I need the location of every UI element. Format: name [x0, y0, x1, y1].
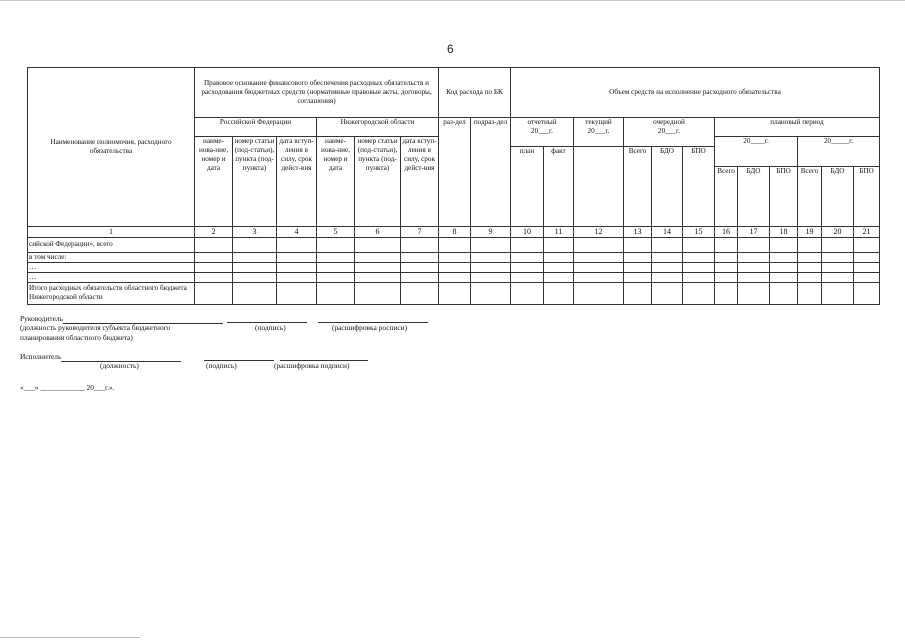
column-number: 10 [511, 226, 544, 237]
header-plan2-total: Всего [798, 166, 822, 226]
column-number: 2 [195, 226, 233, 237]
header-rf-article: номер статьи (под-статьи), пункта (под-пункта) [233, 136, 277, 226]
head-decode-caption: (расшифровка росписи) [332, 323, 408, 332]
head-decode-line[interactable] [318, 314, 428, 323]
column-numbers-row [28, 226, 880, 237]
column-number: 18 [770, 226, 798, 237]
row-label: в том числе: [28, 252, 195, 262]
executor-decode-line[interactable] [280, 352, 368, 361]
header-plan-year-1: 20____г. [715, 136, 798, 166]
header-plan1-bpo: БПО [770, 166, 798, 226]
page-number: 6 [447, 42, 454, 56]
header-current-year: текущий 20___г. [574, 118, 624, 147]
executor-sign-line[interactable] [204, 352, 274, 361]
column-number: 12 [574, 226, 624, 237]
header-nizhny-region: Нижегородской области [317, 118, 439, 137]
header-next-year: очередной 20___г. [624, 118, 715, 137]
table-row [28, 252, 880, 262]
header-podrazdel: подраз-дел [471, 118, 511, 227]
column-number: 16 [715, 226, 738, 237]
date-line: «___» ____________ 20___г.». [20, 383, 115, 392]
executor-position-caption: (должность) [100, 361, 139, 370]
column-number: 21 [854, 226, 880, 237]
column-number: 20 [822, 226, 854, 237]
column-number: 19 [798, 226, 822, 237]
head-signature-block [20, 314, 440, 350]
row-label: … [28, 262, 195, 272]
header-nn-article: номер статьи (под-статьи), пункта (под-пункта) [355, 136, 401, 226]
column-number: 8 [439, 226, 471, 237]
executor-decode-caption: (расшифровка подписи) [274, 361, 350, 370]
header-nn-date: дата вступ-ления в силу, срок дейст-вия [401, 136, 439, 226]
column-number: 13 [624, 226, 652, 237]
executor-sign-caption: (подпись) [206, 361, 237, 370]
header-next-year-spacer [624, 136, 715, 146]
column-number: 17 [738, 226, 770, 237]
header-plan2-bpo: БПО [854, 166, 880, 226]
table-row [28, 272, 880, 282]
header-plan-year-2: 20_____г. [798, 136, 880, 166]
header-next-bdo: БДО [652, 146, 683, 226]
header-plan1-bdo: БДО [738, 166, 770, 226]
column-number: 11 [544, 226, 574, 237]
row-label: сийской Федерации», всего [28, 237, 195, 252]
header-funding-volume: Объем средств на исполнение расходного обязательства [511, 68, 880, 118]
column-number: 6 [355, 226, 401, 237]
executor-label: Исполнитель [20, 352, 62, 361]
table-row [28, 262, 880, 272]
scan-edge-top [0, 0, 905, 1]
scan-edge-bottom [0, 637, 140, 638]
column-number: 9 [471, 226, 511, 237]
column-number: 14 [652, 226, 683, 237]
header-plan1-total: Всего [715, 166, 738, 226]
row-label: … [28, 272, 195, 282]
header-fact: факт [544, 146, 574, 226]
expenditure-obligations-table [27, 67, 880, 305]
header-nn-name: наиме-нова-ние, номер и дата [317, 136, 355, 226]
head-sign-caption: (подпись) [255, 323, 286, 332]
executor-signature-block [20, 352, 380, 374]
header-authority-name: Наименование полномочия, расходного обязательства [28, 68, 195, 227]
column-number: 4 [277, 226, 317, 237]
column-number: 3 [233, 226, 277, 237]
header-bk-code: Код расхода по БК [439, 68, 511, 118]
header-plan: план [511, 146, 544, 226]
header-planning-period: плановый период [715, 118, 880, 137]
header-reporting-year: отчетный 20___г. [511, 118, 574, 137]
header-legal-basis: Правовое основание финансового обеспечения расходных обязательств и расходования бюджетных средств (нормативные правовые акты, договоры, соглашения) [195, 68, 439, 118]
column-number: 7 [401, 226, 439, 237]
header-razdel: раз-дел [439, 118, 471, 227]
column-number: 1 [28, 226, 195, 237]
header-next-bpo: БПО [683, 146, 715, 226]
table-row [28, 237, 880, 252]
head-label: Руководитель [20, 314, 63, 323]
column-number: 15 [683, 226, 715, 237]
head-sign-line[interactable] [227, 314, 307, 323]
header-plan2-bdo: БДО [822, 166, 854, 226]
header-rf-date: дата вступ-ления в силу, срок дейст-вия [277, 136, 317, 226]
header-current-year-body [574, 146, 624, 226]
head-position-caption: (должность руководителя субъекта бюджетного планирования областного бюджета) [20, 323, 171, 342]
header-russian-federation: Российской Федерации [195, 118, 317, 137]
row-label: Итого расходных обязательств областного бюджета Нижегородской области [28, 282, 195, 304]
header-reporting-year-spacer [511, 136, 574, 146]
header-next-total: Всего [624, 146, 652, 226]
table-row-total [28, 282, 880, 304]
header-rf-name: наиме-нова-ние, номер и дата [195, 136, 233, 226]
column-number: 5 [317, 226, 355, 237]
